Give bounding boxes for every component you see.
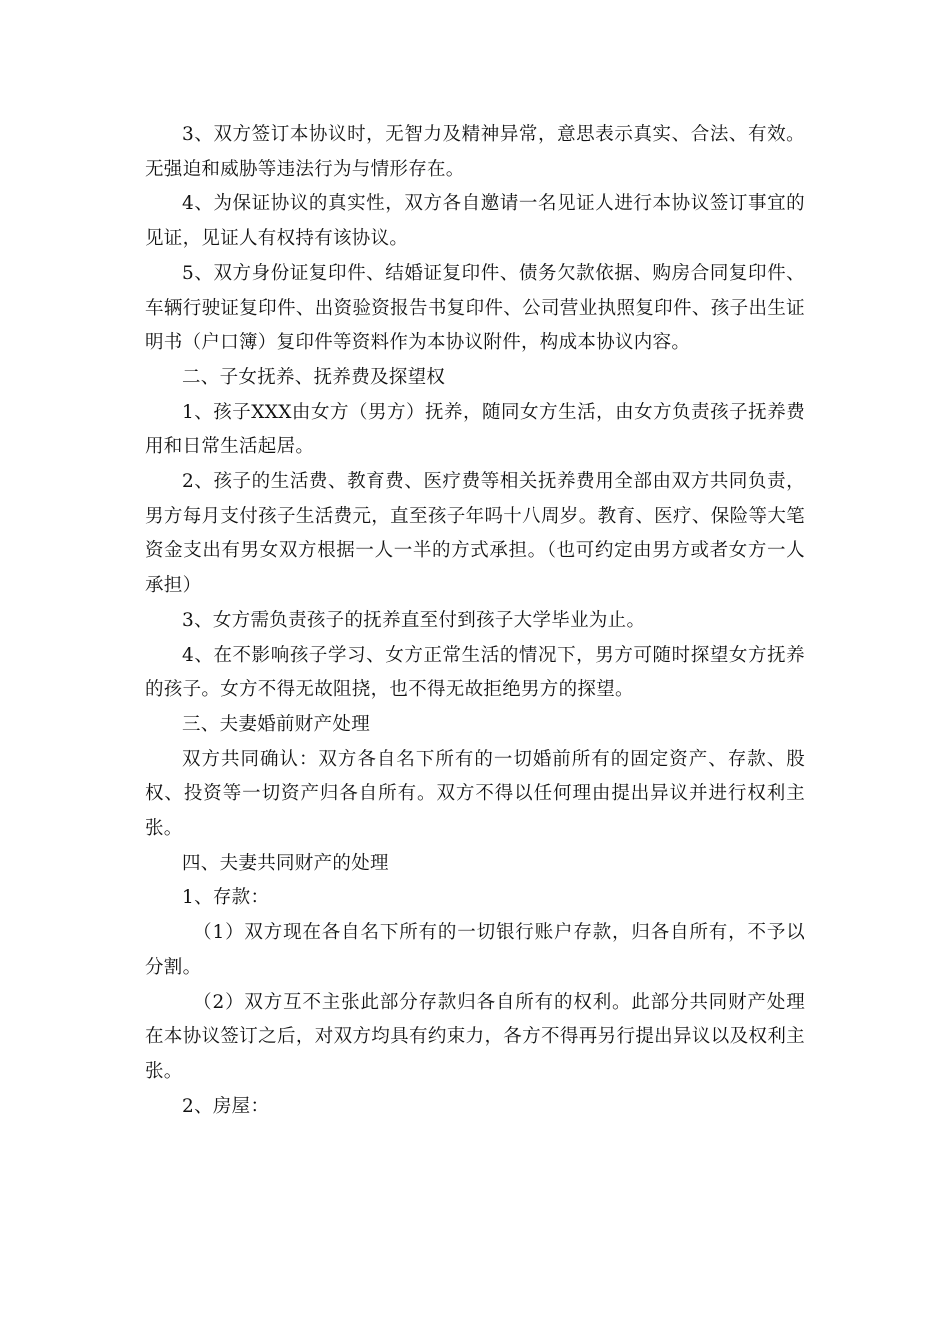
clause-4-witness: 4、为保证协议的真实性，双方各自邀请一名见证人进行本协议签订事宜的见证，见证人有权持有该协议。 <box>145 193 805 250</box>
section-heading-child-custody: 二、子女抚养、抚养费及探望权 <box>182 366 446 388</box>
deposits-item-1: （1）双方现在各自名下所有的一切银行账户存款，归各自所有，不予以分割。 <box>145 922 805 978</box>
clause-5-attachments: 5、双方身份证复印件、结婚证复印件、债务欠款依据、购房合同复印件、车辆行驶证复印件、出资验资报告书复印件、公司营业执照复印件、孩子出生证明书（户口簿）复印件等资料作为本协议附件，构成本协议内容。 <box>145 262 805 354</box>
joint-property-housing-heading: 2、房屋： <box>182 1095 270 1117</box>
clause-3-voluntary: 3、双方签订本协议时，无智力及精神异常，意思表示真实、合法、有效。无强迫和威胁等违法行为与情形存在。 <box>145 124 805 180</box>
document-body <box>145 118 805 1124</box>
premarital-property-clause: 双方共同确认：双方各自名下所有的一切婚前所有的固定资产、存款、股权、投资等一切资产归各自所有。双方不得以任何理由提出异议并进行权利主张。 <box>145 748 805 840</box>
section-heading-premarital-property: 三、夫妻婚前财产处理 <box>182 713 371 735</box>
custody-clause-1: 1、孩子XXX由女方（男方）抚养，随同女方生活，由女方负责孩子抚养费用和日常生活起居。 <box>145 401 805 458</box>
section-heading-joint-property: 四、夫妻共同财产的处理 <box>182 852 389 874</box>
deposits-item-2: （2）双方互不主张此部分存款归各自所有的权利。此部分共同财产处理在本协议签订之后，对双方均具有约束力，各方不得再另行提出异议以及权利主张。 <box>145 991 805 1082</box>
joint-property-deposits-heading: 1、存款： <box>182 887 270 909</box>
custody-clause-3: 3、女方需负责孩子的抚养直至付到孩子大学毕业为止。 <box>182 609 646 631</box>
custody-clause-4: 4、在不影响孩子学习、女方正常生活的情况下，男方可随时探望女方抚养的孩子。女方不得无故阻挠，也不得无故拒绝男方的探望。 <box>145 644 805 701</box>
custody-clause-2: 2、孩子的生活费、教育费、医疗费等相关抚养费用全部由双方共同负责，男方每月支付孩子生活费元，直至孩子年吗十八周岁。教育、医疗、保险等大笔资金支出有男女双方根据一人一半的方式承担。（也可约定由男方或者女方一人承担） <box>145 471 805 597</box>
